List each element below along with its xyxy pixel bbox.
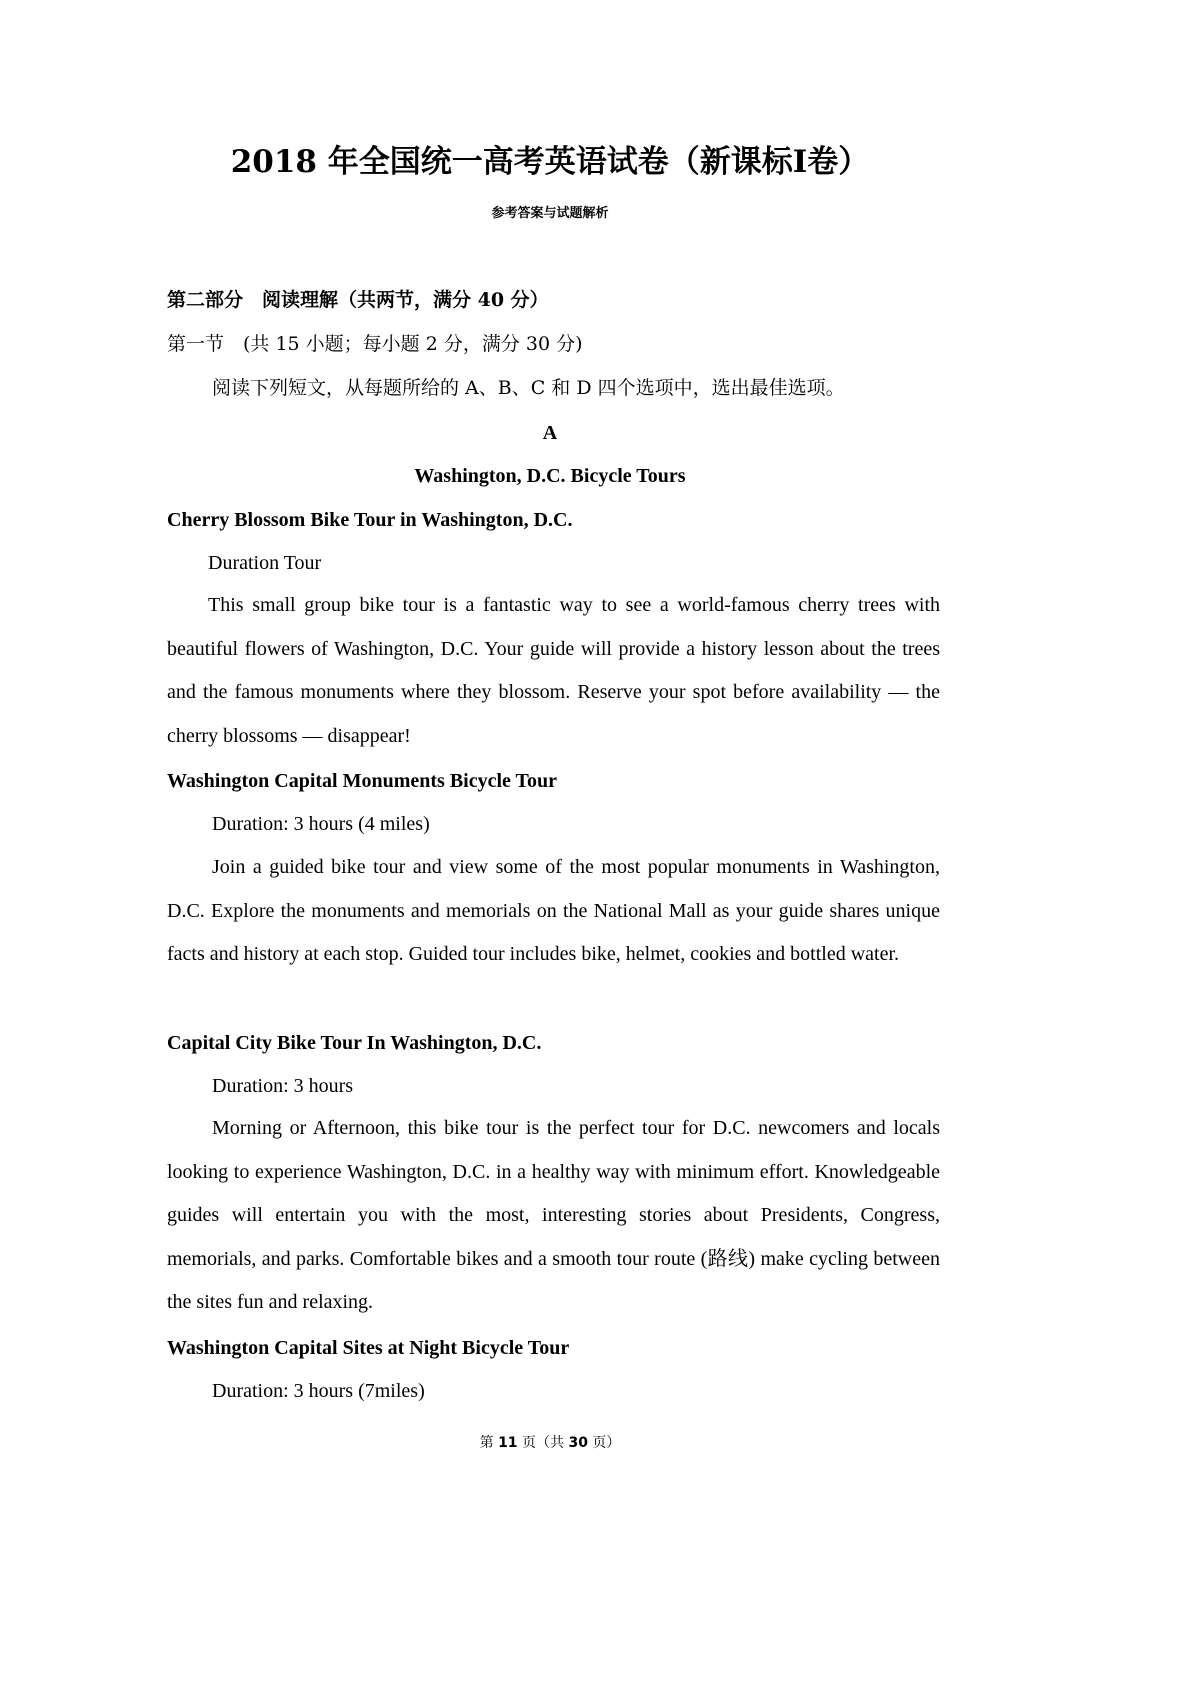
tour-duration: Duration: 3 hours xyxy=(212,1075,354,1097)
footer-middle: 页（共 xyxy=(517,1435,569,1451)
document-subtitle: 参考答案与试题解析 xyxy=(491,206,609,221)
tour-duration: Duration: 3 hours (7miles) xyxy=(212,1380,425,1402)
page-footer xyxy=(0,1433,1100,1453)
passage-title: Washington, D.C. Bicycle Tours xyxy=(414,465,686,487)
tour-description: Join a guided bike tour and view some of the most popular monuments in Washington, D.C. Explore the monuments and memorials on the National Mall as your guide shares unique facts and history at each stop. Guided tour includes bike, helmet, cookies and bottled water. xyxy=(167,856,940,965)
tour-description: Morning or Afternoon, this bike tour is the perfect tour for D.C. newcomers and locals looking to experience Washington, D.C. in a healthy way with minimum effort. Knowledgeable guides will entertain you with the most, interesting stories about Presidents, Congress, memorials, and parks. Comfortable bikes and a smooth tour route (路线) make cycling between the sites fun and relaxing. xyxy=(167,1117,940,1313)
subsection-heading: 第一节 (共 15 小题；每小题 2 分，满分 30 分) xyxy=(167,333,583,355)
passage-letter: A xyxy=(542,422,558,444)
footer-page-number: 11 xyxy=(498,1435,518,1451)
tour-duration: Duration Tour xyxy=(208,552,322,574)
part-heading: 第二部分 阅读理解（共两节，满分 40 分） xyxy=(167,289,549,311)
footer-suffix: 页） xyxy=(587,1435,621,1451)
footer-prefix: 第 xyxy=(479,1435,499,1451)
tour-description: This small group bike tour is a fantastic way to see a world-famous cherry trees with beautiful flowers of Washington, D.C. Your guide will provide a history lesson about the trees and the famous monuments where they blossom. Reserve your spot before availability — the cherry blossoms — disappear! xyxy=(167,594,940,747)
footer-page-total: 30 xyxy=(568,1435,588,1451)
tour-heading: Cherry Blossom Bike Tour in Washington, D.C. xyxy=(167,509,573,531)
tour-heading: Washington Capital Monuments Bicycle Tour xyxy=(167,770,558,792)
tour-heading: Washington Capital Sites at Night Bicycle Tour xyxy=(167,1337,570,1359)
instruction-text: 阅读下列短文，从每题所给的 A、B、C 和 D 四个选项中，选出最佳选项。 xyxy=(212,377,845,399)
document-title: 2018 年全国统一高考英语试卷（新课标Ⅰ卷） xyxy=(230,144,870,180)
tour-duration: Duration: 3 hours (4 miles) xyxy=(212,813,430,835)
tour-heading: Capital City Bike Tour In Washington, D.C. xyxy=(167,1032,542,1054)
